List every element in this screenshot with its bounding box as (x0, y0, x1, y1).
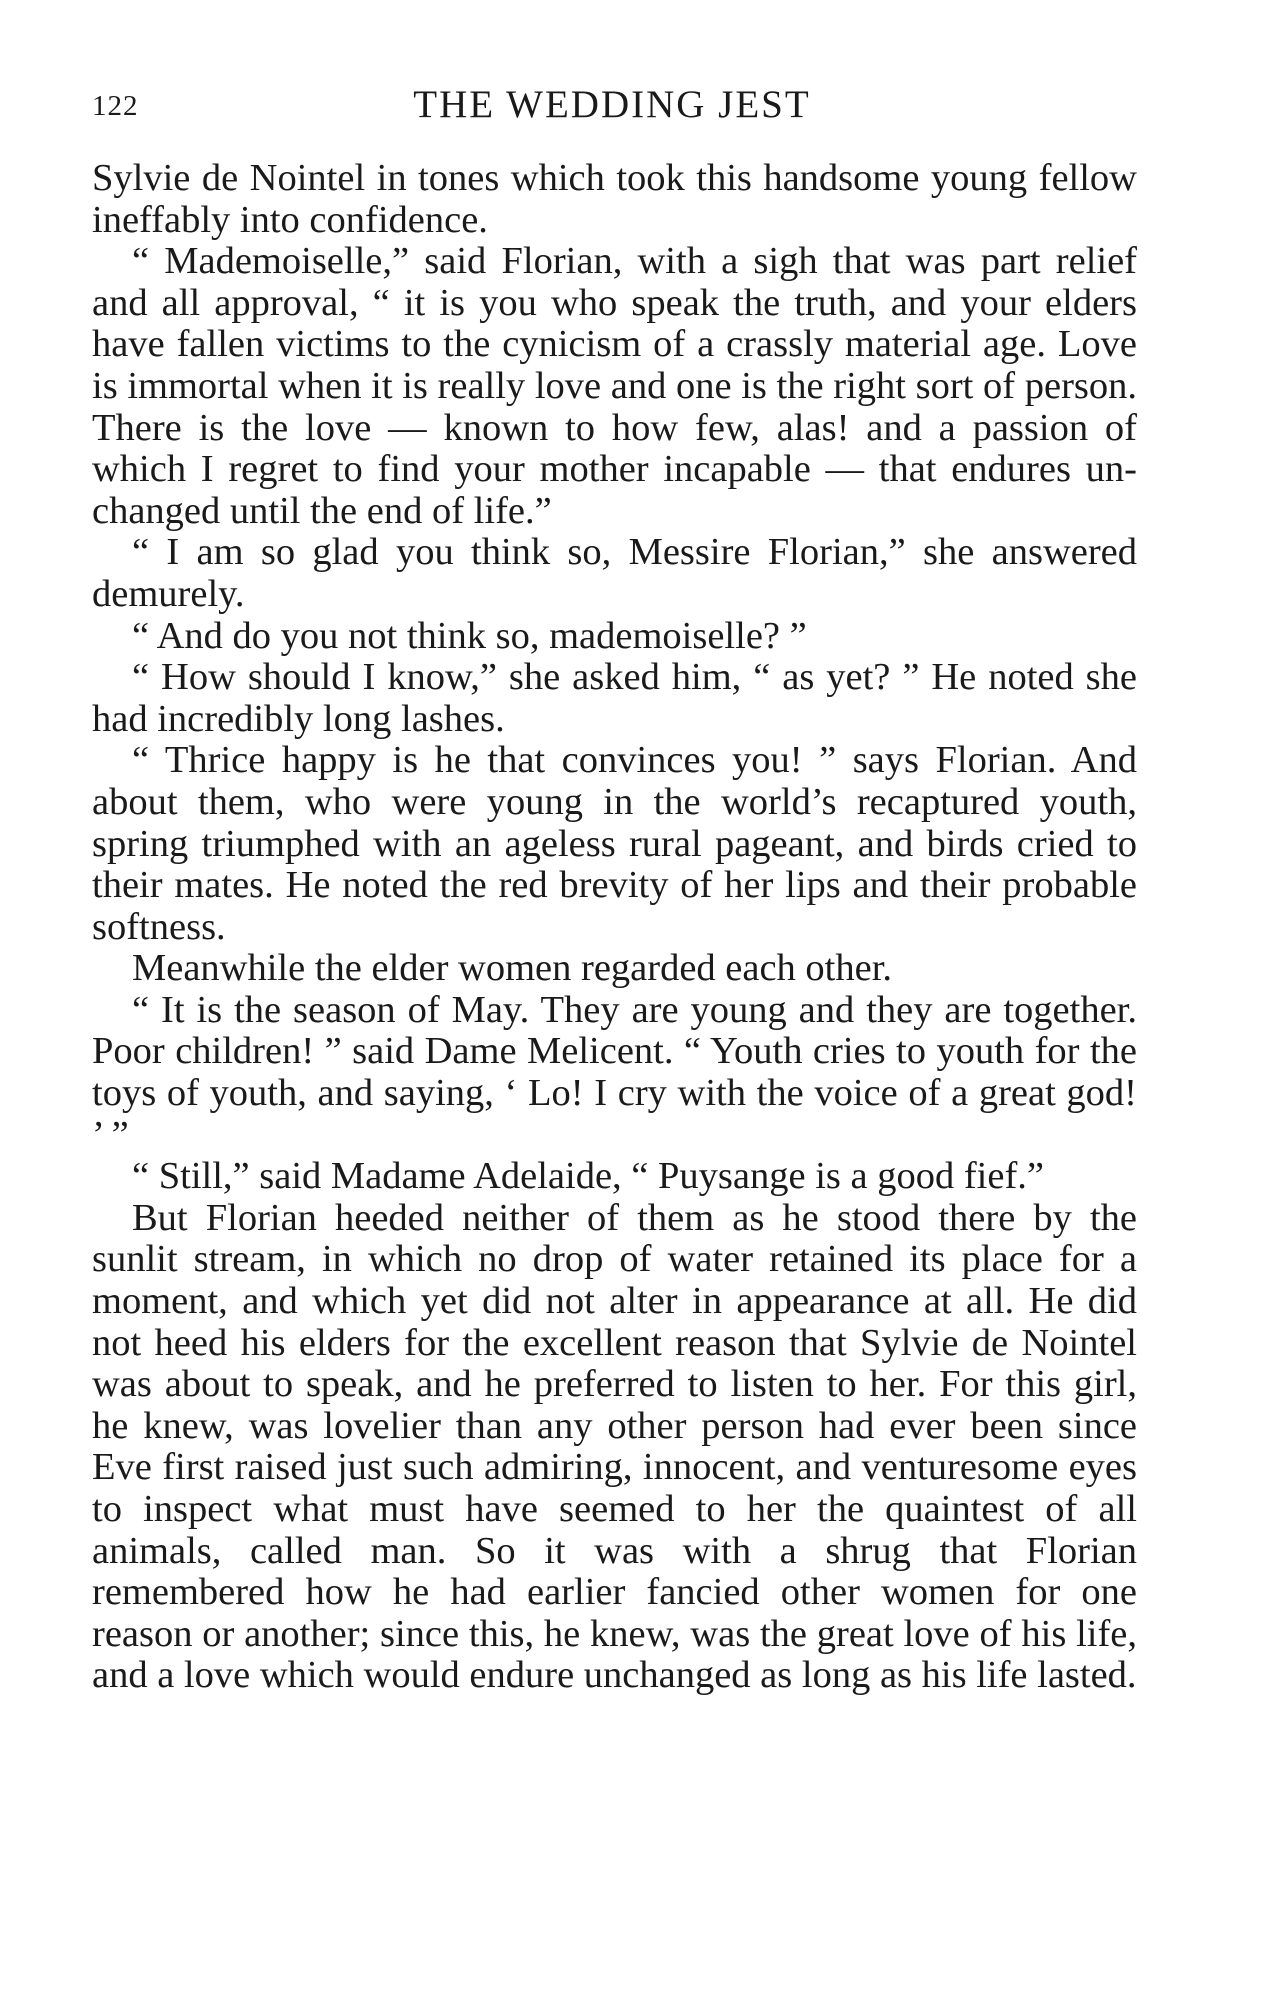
running-title: THE WEDDING JEST (413, 83, 811, 126)
paragraph: “ Thrice happy is he that convinces you! ” says Florian. And about them, who were young in the world’s recaptured youth, spring triumphed with an ageless rural pageant, and birds cried to their mates. He noted the red brevity of her lips and their probable softness. (92, 739, 1137, 948)
page-header (92, 82, 1132, 132)
paragraph: Sylvie de Nointel in tones which took this handsome young fellow ineffably into confidence. (92, 157, 1137, 241)
paragraph: Meanwhile the elder women regarded each other. (132, 947, 893, 990)
paragraph: “ It is the season of May. They are young and they are together. Poor children! ” said Dame Melicent. “ Youth cries to youth for the toys of youth, and saying, ‘ Lo! I cry with the voice of a great god! ’ ” (92, 988, 1137, 1156)
paragraph: “ Mademoiselle,” said Florian, with a sigh that was part relief and all approval, “ it is you who speak the truth, and your elders have fallen victims to the cynicism of a crassly material age. Love is immortal when it is really love and one is the right sort of person. There is the love — known to how few, alas! and a passion of which I regret to find your mother incapable — that endures unchanged until the end of life.” (92, 240, 1137, 532)
paragraph: “ I am so glad you think so, Messire Florian,” she answered demurely. (92, 531, 1137, 615)
paragraph: “ Still,” said Madame Adelaide, “ Puysange is a good fief.” (132, 1155, 1044, 1198)
body-text (92, 158, 1137, 1697)
paragraph: “ How should I know,” she asked him, “ as yet? ” He noted she had incredibly long lashes. (92, 656, 1137, 740)
page-number: 122 (92, 90, 139, 122)
paragraph: “ And do you not think so, mademoiselle? ” (132, 614, 807, 657)
paragraph: But Florian heeded neither of them as he stood there by the sunlit stream, in which no drop of water retained its place for a moment, and which yet did not alter in appearance at all. He did not heed his elders for the excellent reason that Sylvie de Nointel was about to speak, and he preferred to listen to her. For this girl, he knew, was lovelier than any other person had ever been since Eve first raised just such admiring, innocent, and venturesome eyes to inspect what must have seemed to her the quaintest of all animals, called man. So it was with a shrug that Florian remembered how he had earlier fancied other women for one reason or another; since this, he knew, was the great love of his life, and a love which would endure unchanged as long as his life lasted. (92, 1196, 1137, 1697)
